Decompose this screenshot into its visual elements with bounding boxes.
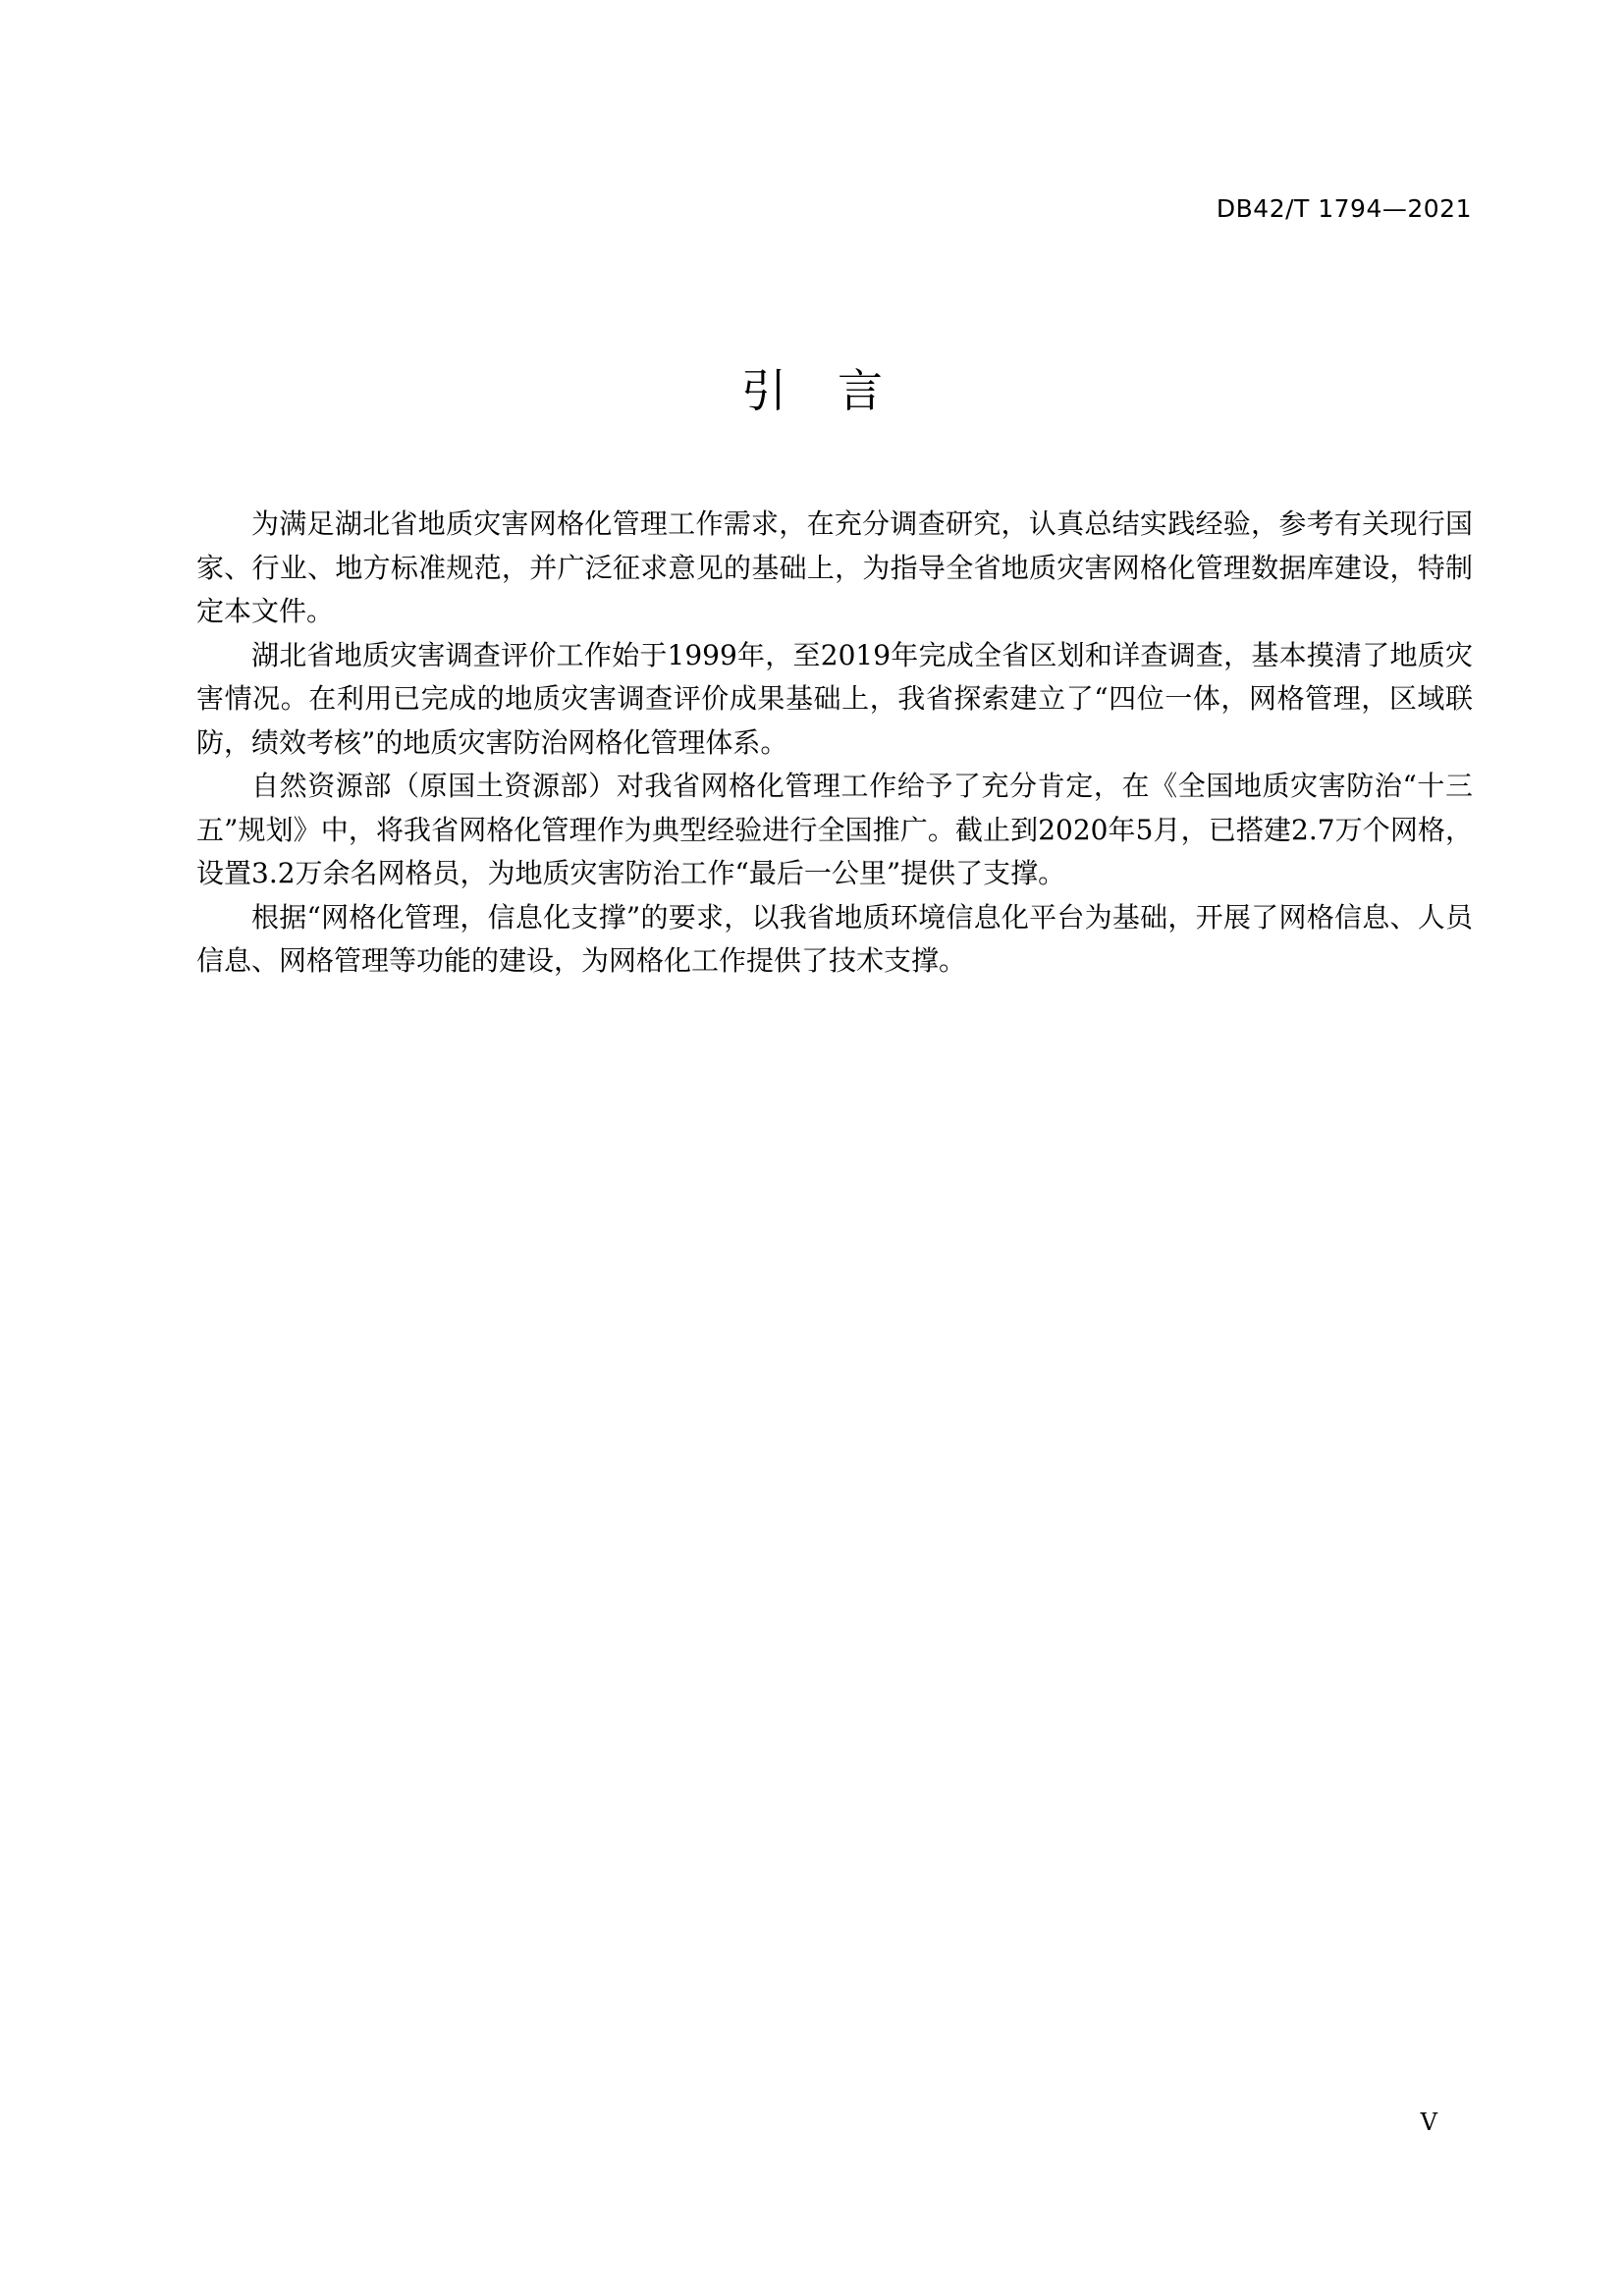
page-number: V xyxy=(1420,2109,1437,2136)
paragraph: 根据“网格化管理，信息化支撑”的要求，以我省地质环境信息化平台为基础，开展了网格信息、人员信息、网格管理等功能的建设，为网格化工作提供了技术支撑。 xyxy=(196,900,1473,977)
standard-code: DB42/T 1794—2021 xyxy=(1216,194,1472,223)
paragraph: 自然资源部（原国土资源部）对我省网格化管理工作给予了充分肯定，在《全国地质灾害防治“十三五”规划》中，将我省网格化管理作为典型经验进行全国推广。截止到2020年5月，已搭建2.7万个网格，设置3.2万余名网格员，为地质灾害防治工作“最后一公里”提供了支撑。 xyxy=(196,770,1473,889)
document-body xyxy=(196,503,1473,984)
page-title: 引言 xyxy=(741,364,934,417)
paragraph: 湖北省地质灾害调查评价工作始于1999年，至2019年完成全省区划和详查调查，基本摸清了地质灾害情况。在利用已完成的地质灾害调查评价成果基础上，我省探索建立了“四位一体，网格管理，区域联防，绩效考核”的地质灾害防治网格化管理体系。 xyxy=(196,638,1473,759)
paragraph: 为满足湖北省地质灾害网格化管理工作需求，在充分调查研究，认真总结实践经验，参考有关现行国家、行业、地方标准规范，并广泛征求意见的基础上，为指导全省地质灾害网格化管理数据库建设，特制定本文件。 xyxy=(196,507,1473,627)
